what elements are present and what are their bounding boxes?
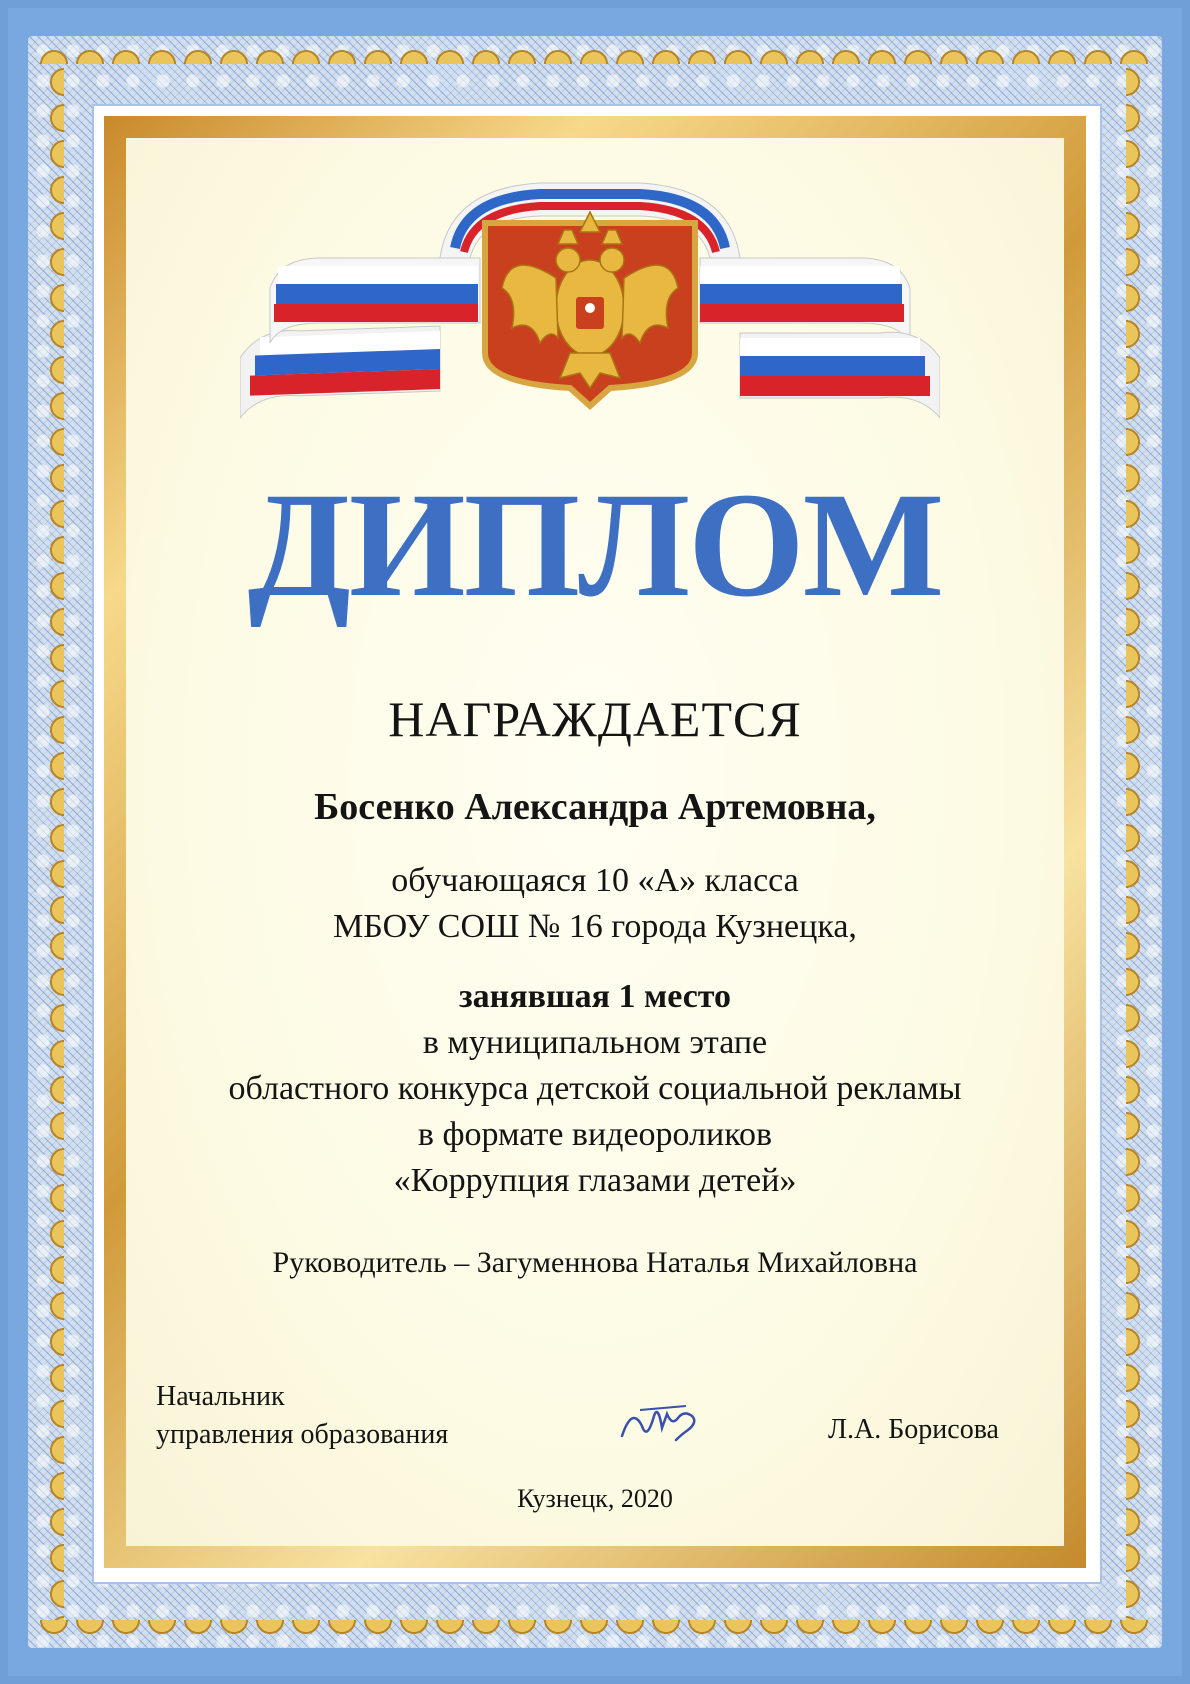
- gold-scallop-bottom: [36, 1620, 1154, 1648]
- contest-line-3: в формате видеороликов: [417, 1116, 773, 1153]
- handwritten-signature: [612, 1396, 712, 1446]
- signatory-name: Л.А. Борисова: [828, 1414, 999, 1445]
- signatory-position-line-2: управления образования: [156, 1419, 449, 1450]
- gold-scallop-left: [36, 64, 64, 1620]
- signatory-position-line-1: Начальник: [156, 1381, 285, 1412]
- gold-scallop-right: [1126, 64, 1154, 1620]
- recipient-name: Босенко Александра Артемовна,: [314, 786, 876, 828]
- contest-title-line: «Коррупция глазами детей»: [393, 1162, 797, 1199]
- place-and-date: Кузнецк, 2020: [517, 1484, 673, 1513]
- russian-coat-of-arms-icon: [240, 178, 940, 428]
- awarded-heading: НАГРАЖДАЕТСЯ: [388, 691, 802, 747]
- diploma-title: ДИПЛОМ: [247, 462, 943, 628]
- supervisor-line: Руководитель – Загуменнова Наталья Михайловна: [272, 1246, 918, 1279]
- achievement-line: занявшая 1 место: [458, 978, 732, 1015]
- student-class-line: обучающаяся 10 «А» класса: [391, 862, 799, 899]
- gold-scallop-top: [36, 36, 1154, 64]
- contest-line-2: областного конкурса детской социальной рекламы: [228, 1070, 962, 1107]
- contest-line-1: в муниципальном этапе: [422, 1024, 768, 1061]
- signatory-position: [156, 1378, 448, 1454]
- student-school-line: МБОУ СОШ № 16 города Кузнецка,: [333, 908, 857, 945]
